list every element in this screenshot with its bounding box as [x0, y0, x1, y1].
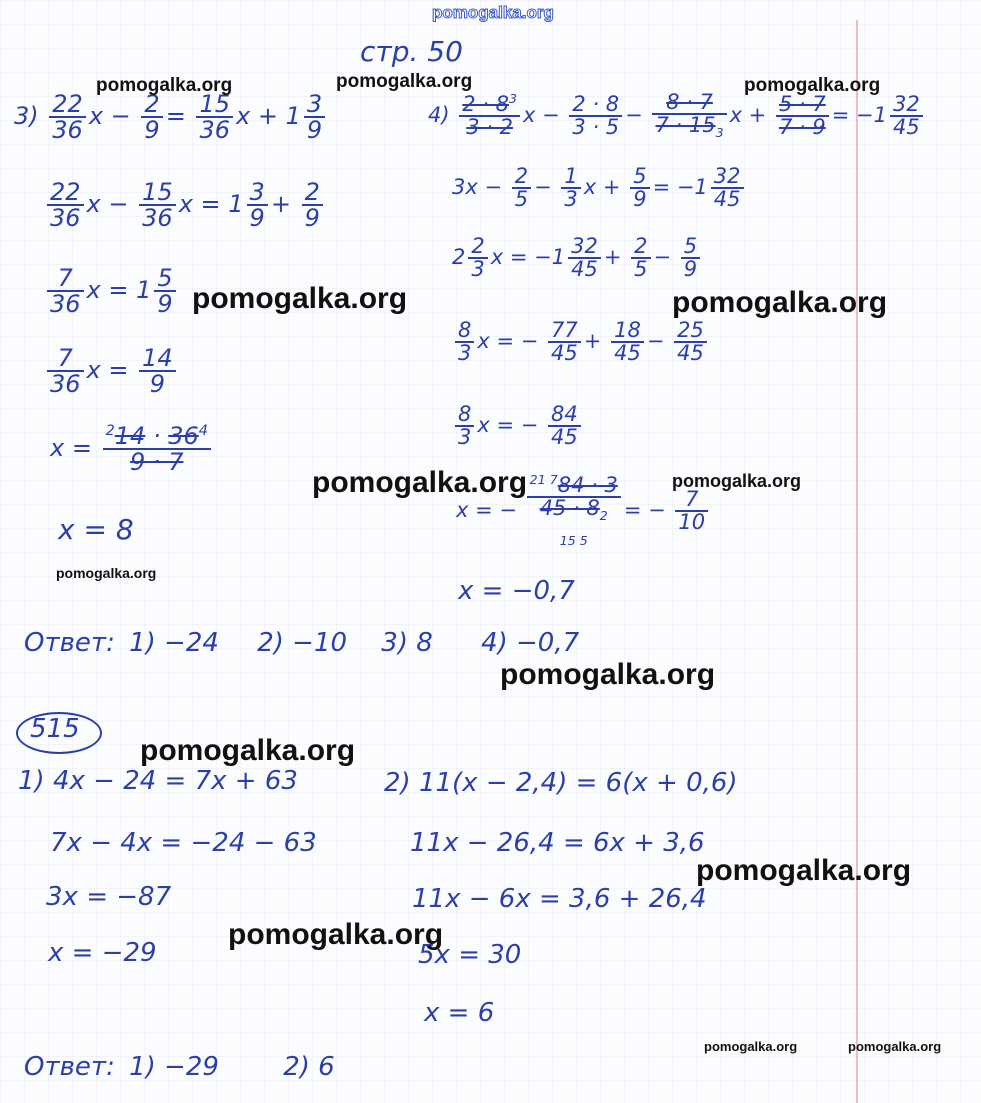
fraction: $\frac{2 \cdot 8}{3 \cdot 5}$ [569, 94, 622, 138]
fraction: $\frac{1}{3}$ [561, 166, 580, 210]
fraction: $\frac{2 \cdot 8^3}{3 \cdot 2}$ [459, 93, 520, 138]
task4-label: 4) [428, 102, 450, 127]
answer-word: Ответ: [24, 628, 115, 658]
fraction: $\frac{22}{36}$ [49, 92, 86, 142]
fraction: $\frac{15}{36}$ [196, 92, 233, 142]
task515-p1-line1: 1) 4x − 24 = 7x + 63 [18, 766, 298, 796]
task515-p2-line3: 11x − 6x = 3,6 + 26,4 [412, 884, 707, 914]
task4-line1: 4) $\frac{2 \cdot 8^3}{3 \cdot 2}$ x − $\frac{2 \cdot 8}{3 \cdot 5}$ − $\frac{8 \cdot 7}{7 \cdot 15_3}$ x + $\frac{5 \cdot 7}{7 \cdot 9}$ = −1 $\frac{32}{45}$ [428, 92, 926, 140]
fraction: $\frac{32}{45}$ [568, 236, 601, 280]
fraction: $\frac{18}{45}$ [611, 320, 644, 364]
answer-2: 2) −10 [257, 628, 348, 658]
watermark-logo: pomogalka.org [672, 286, 888, 319]
task3-line5: x = $\frac{^214 \cdot 36^4}{9 \cdot 7}$ [50, 424, 214, 474]
fraction: $\frac{2}{5}$ [631, 236, 650, 280]
task515-p2-line2: 11x − 26,4 = 6x + 3,6 [410, 828, 705, 858]
fraction: $^{21 7}$84 · 3 $45 \cdot 8_2$ $_{15 5}$ [527, 474, 621, 548]
answer-3: 3) 8 [381, 628, 433, 658]
margin-line [856, 20, 858, 1103]
answer-2: 2) 6 [283, 1052, 335, 1082]
fraction: $\frac{8 \cdot 7}{7 \cdot 15_3}$ [652, 92, 726, 140]
task3-label: 3) [14, 102, 39, 130]
watermark-logo: pomogalka.org [336, 71, 473, 92]
problem-number: 515 [30, 714, 80, 744]
task515-p2-line4: 5x = 30 [418, 940, 522, 970]
fraction: $\frac{5}{9}$ [681, 236, 700, 280]
task3-line4: $\frac{7}{36}$ x = $\frac{14}{9}$ [44, 346, 179, 396]
task515-p1-line3: 3x = −87 [46, 882, 172, 912]
fraction: $\frac{2}{9}$ [302, 180, 323, 230]
fraction: $\frac{32}{45}$ [711, 166, 744, 210]
page-reference: стр. 50 [360, 35, 463, 68]
fraction: $\frac{14}{9}$ [139, 346, 176, 396]
watermark-logo: pomogalka.org [140, 734, 356, 767]
task4-line3: 2 $\frac{2}{3}$ x = −1 $\frac{32}{45}$ + $\frac{2}{5}$ − $\frac{5}{9}$ [452, 236, 703, 280]
fraction: $\frac{22}{36}$ [47, 180, 84, 230]
answer-1: 1) −24 [129, 628, 219, 658]
task4-line2: 3x − $\frac{2}{5}$ − $\frac{1}{3}$ x + $\frac{5}{9}$ = −1 $\frac{32}{45}$ [452, 166, 747, 210]
task4-result: x = −0,7 [458, 576, 575, 606]
task515-p2-line5: x = 6 [424, 998, 495, 1028]
fraction: $\frac{7}{36}$ [47, 346, 84, 396]
watermark-logo: pomogalka.org [56, 565, 157, 581]
fraction: $\frac{2}{5}$ [512, 166, 531, 210]
fraction: $\frac{8}{3}$ [455, 404, 474, 448]
fraction: $\frac{^214 \cdot 36^4}{9 \cdot 7}$ [103, 424, 211, 474]
fraction: $\frac{7}{10}$ [675, 489, 708, 533]
fraction: $\frac{77}{45}$ [548, 320, 581, 364]
fraction: $\frac{15}{36}$ [139, 180, 176, 230]
task3-line1: 3) $\frac{22}{36}$ x − $\frac{2}{9}$ = $\frac{15}{36}$ x + 1 $\frac{3}{9}$ [14, 92, 328, 142]
task4-line6: x = − $^{21 7}$84 · 3 $45 \cdot 8_2$ $_{15 5}$ = − $\frac{7}{10}$ [456, 474, 711, 548]
answer-line-1 [24, 630, 579, 656]
watermark-logo: pomogalka.org [704, 1039, 798, 1054]
fraction: $\frac{2}{3}$ [468, 236, 487, 280]
task3-result: x = 8 [58, 513, 134, 546]
task4-line5: $\frac{8}{3}$ x = − $\frac{84}{45}$ [452, 404, 584, 448]
task3-line3: $\frac{7}{36}$ x = 1 $\frac{5}{9}$ [44, 266, 179, 316]
watermark-logo: pomogalka.org [312, 466, 528, 499]
fraction: $\frac{5 \cdot 7}{7 \cdot 9}$ [776, 94, 829, 138]
watermark-logo: pomogalka.org [228, 918, 444, 951]
task515-p2-line1: 2) 11(x − 2,4) = 6(x + 0,6) [384, 768, 738, 798]
task4-line4: $\frac{8}{3}$ x = − $\frac{77}{45}$ + $\frac{18}{45}$ − $\frac{25}{45}$ [452, 320, 710, 364]
fraction: $\frac{5}{9}$ [154, 266, 175, 316]
watermark-logo: pomogalka.org [744, 75, 881, 96]
answer-1: 1) −29 [129, 1052, 219, 1082]
answer-line-2 [24, 1054, 335, 1080]
watermark-logo: pomogalka.org [96, 75, 233, 96]
task3-line2: $\frac{22}{36}$ x − $\frac{15}{36}$ x = 1 $\frac{3}{9}$ + $\frac{2}{9}$ [44, 180, 326, 230]
task515-p1-line2: 7x − 4x = −24 − 63 [50, 828, 317, 858]
fraction: $\frac{2}{9}$ [141, 92, 162, 142]
fraction: $\frac{7}{36}$ [47, 266, 84, 316]
watermark-logo: pomogalka.org [696, 854, 912, 887]
answer-4: 4) −0,7 [481, 628, 580, 658]
watermark-logo: pomogalka.org [192, 282, 408, 315]
task515-p1-line4: x = −29 [48, 938, 157, 968]
fraction: $\frac{8}{3}$ [455, 320, 474, 364]
fraction: $\frac{5}{9}$ [630, 166, 649, 210]
watermark-logo: pomogalka.org [500, 658, 716, 691]
fraction: $\frac{84}{45}$ [548, 404, 581, 448]
fraction: $\frac{25}{45}$ [674, 320, 707, 364]
fraction: $\frac{3}{9}$ [247, 180, 268, 230]
fraction: $\frac{32}{45}$ [890, 94, 923, 138]
site-header-watermark: pomogalka.org [432, 3, 554, 22]
fraction: $\frac{3}{9}$ [304, 92, 325, 142]
watermark-logo: pomogalka.org [848, 1039, 942, 1054]
answer-word: Ответ: [24, 1052, 115, 1082]
watermark-logo: pomogalka.org [672, 471, 802, 491]
